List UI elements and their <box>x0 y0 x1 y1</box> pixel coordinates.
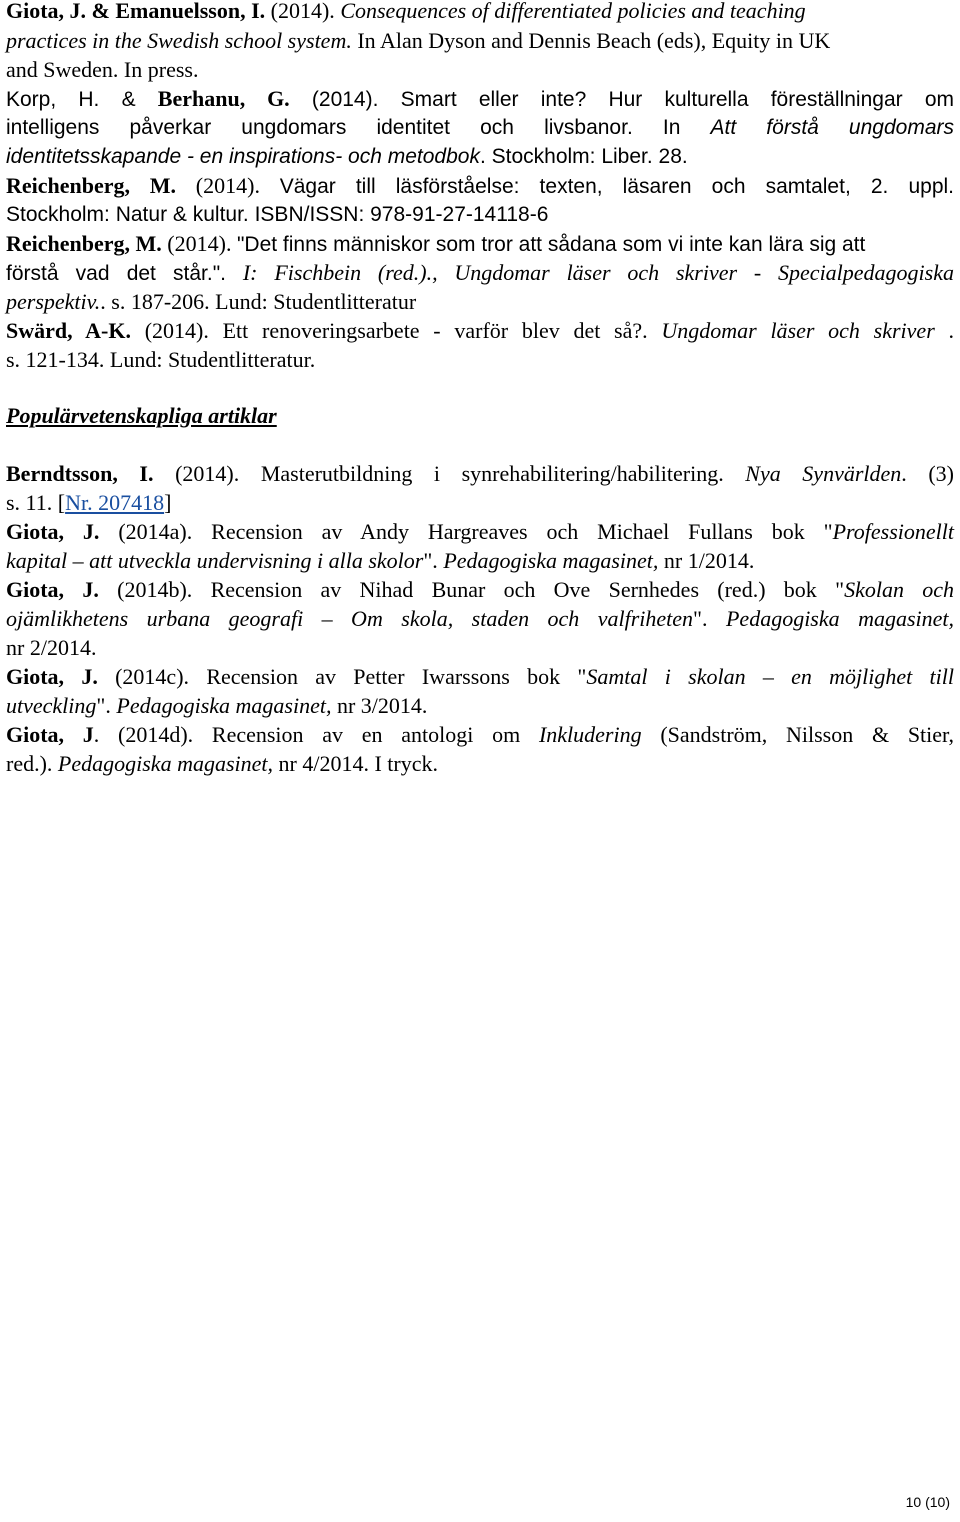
art-issue: . (3) <box>901 461 955 486</box>
ref-title-cont: förstå vad det står.". <box>6 262 227 285</box>
art-journal: Pedagogiska magasinet, <box>443 548 659 573</box>
article-giota-b-line1 <box>6 575 954 604</box>
art-editors: (Sandström, Nilsson & Stier, <box>660 722 954 747</box>
art-journal: Pedagogiska magasinet, <box>57 751 274 776</box>
article-giota-d-line1 <box>6 720 954 749</box>
ref-source: In Alan Dyson and Dennis Beach (eds), Equity in UK <box>357 28 831 53</box>
ref-book: Att förstå ungdomars <box>710 116 954 139</box>
ref-author-bold: Berhanu, G. <box>157 86 290 111</box>
art-year: . (2014d). <box>93 722 194 747</box>
ref-editor: I: Fischbein (red.). <box>242 260 433 285</box>
ref-year: (2014). <box>167 231 232 256</box>
article-giota-c-line2 <box>6 691 954 720</box>
ref-year: (2014). <box>270 0 335 23</box>
art-year: (2014a). <box>118 519 193 544</box>
ref-year: (2014). <box>144 318 209 343</box>
ref-title: "Det finns människor som tror att sådana som vi inte kan lära sig att <box>236 233 866 256</box>
article-giota-c-line1 <box>6 662 954 691</box>
ref-title-cont: practices in the Swedish school system. <box>6 28 352 53</box>
art-issue: nr 1/2014. <box>663 548 755 573</box>
reference-giota-emanuelsson-line2 <box>6 26 954 55</box>
art-text: Recension av Andy Hargreaves och Michael Fullans bok " <box>211 519 833 544</box>
ref-pages-publisher: . s. 187-206. Lund: Studentlitteratur <box>100 289 417 314</box>
article-giota-d-line2 <box>6 749 954 778</box>
ref-in: In <box>662 116 681 139</box>
reference-reichenberg-2-line2 <box>6 258 954 288</box>
art-journal: Pedagogiska magasinet, <box>725 606 955 631</box>
ref-book: , Ungdomar läser och skriver - Specialpedagogiska <box>432 260 954 285</box>
ref-period: . <box>948 318 954 343</box>
art-title: Masterutbildning i synrehabilitering/habilitering. <box>260 461 724 486</box>
art-year: (2014c). <box>115 664 190 689</box>
art-author: Berndtsson, I. <box>6 461 154 486</box>
article-giota-b-line2 <box>6 604 954 633</box>
art-book: Skolan och <box>844 577 954 602</box>
art-text: Recension av Petter Iwarssons bok " <box>206 664 587 689</box>
ref-year: (2014). <box>311 88 379 111</box>
art-issue: nr 4/2014. I tryck. <box>278 751 438 776</box>
art-journal: Pedagogiska magasinet, <box>116 693 332 718</box>
art-book-cont: kapital – att utveckla undervisning i alla skolor <box>6 548 424 573</box>
reference-reichenberg-2-line3 <box>6 287 954 316</box>
reference-giota-emanuelsson-line3 <box>6 55 954 84</box>
reference-sward-line2 <box>6 345 954 374</box>
art-book: Professionellt <box>832 519 955 544</box>
art-book-cont: utveckling <box>6 693 97 718</box>
ref-book: Ungdomar läser och skriver <box>661 318 935 343</box>
ref-publisher-isbn: Stockholm: Natur & kultur. ISBN/ISSN: 978-91-27-14118-6 <box>6 203 549 226</box>
article-number-link[interactable]: Nr. 207418 <box>65 490 165 515</box>
art-book: Samtal i skolan – en möjlighet till <box>586 664 954 689</box>
ref-pages-publisher: s. 121-134. Lund: Studentlitteratur. <box>6 347 316 372</box>
art-author: Giota, J. <box>6 577 99 602</box>
article-giota-a-line2 <box>6 546 954 575</box>
article-giota-b-line3 <box>6 633 954 662</box>
art-text: Recension av en antologi om <box>211 722 521 747</box>
ref-book-cont: perspektiv. <box>6 289 101 314</box>
ref-author: Reichenberg, M. <box>6 231 162 256</box>
ref-author: Swärd, A-K. <box>6 318 131 343</box>
art-quote: ". <box>693 606 708 631</box>
reference-korp-berhanu-line2 <box>6 113 954 142</box>
ref-publisher: . Stockholm: Liber. 28. <box>479 145 688 168</box>
ref-year: (2014). <box>195 173 260 198</box>
ref-title: Consequences of differentiated policies and teaching <box>340 0 806 23</box>
article-berndtsson-line1 <box>6 459 954 488</box>
ref-title: Smart eller inte? Hur kulturella föreställningar om <box>400 88 954 111</box>
art-pages: s. 11. [ <box>6 490 66 515</box>
art-issue: nr 2/2014. <box>6 635 97 660</box>
art-year: (2014b). <box>117 577 193 602</box>
art-quote: ". <box>423 548 438 573</box>
ref-author: Giota, J. & Emanuelsson, I. <box>6 0 266 23</box>
reference-korp-berhanu-line1 <box>6 84 954 114</box>
reference-reichenberg-1-line1 <box>6 171 954 201</box>
reference-reichenberg-1-line2 <box>6 200 954 229</box>
article-giota-a-line1 <box>6 517 954 546</box>
section-heading: Populärvetenskapliga artiklar <box>6 403 277 428</box>
reference-giota-emanuelsson-line1 <box>6 0 954 25</box>
art-author: Giota, J <box>6 722 94 747</box>
article-berndtsson-line2 <box>6 488 954 517</box>
art-bracket: ] <box>164 490 172 515</box>
ref-title-cont: intelligens påverkar ungdomars identitet och livsbanor. <box>6 116 633 139</box>
art-text: Recension av Nihad Bunar och Ove Sernhedes (red.) bok " <box>210 577 845 602</box>
art-red: red.). <box>6 751 53 776</box>
art-year: (2014). <box>175 461 240 486</box>
ref-source-cont: and Sweden. In press. <box>6 57 199 82</box>
ref-author-plain: Korp, H. & <box>6 88 136 111</box>
page-number: 10 (10) <box>905 1494 950 1510</box>
art-issue: nr 3/2014. <box>336 693 428 718</box>
ref-book-cont: identitetsskapande - en inspirations- och metodbok <box>6 145 480 168</box>
ref-title: Vägar till läsförståelse: texten, läsaren och samtalet, 2. uppl. <box>279 175 954 198</box>
reference-reichenberg-2-line1 <box>6 229 954 259</box>
art-quote: ". <box>96 693 111 718</box>
ref-title: Ett renoveringsarbete - varför blev det så?. <box>222 318 648 343</box>
art-journal: Nya Synvärlden <box>745 461 902 486</box>
reference-sward-line1 <box>6 316 954 345</box>
art-book-cont: ojämlikhetens urbana geografi – Om skola, staden och valfriheten <box>6 606 694 631</box>
art-author: Giota, J. <box>6 664 98 689</box>
ref-author: Reichenberg, M. <box>6 173 177 198</box>
art-book: Inkludering <box>538 722 642 747</box>
art-author: Giota, J. <box>6 519 100 544</box>
reference-korp-berhanu-line3 <box>6 142 954 171</box>
